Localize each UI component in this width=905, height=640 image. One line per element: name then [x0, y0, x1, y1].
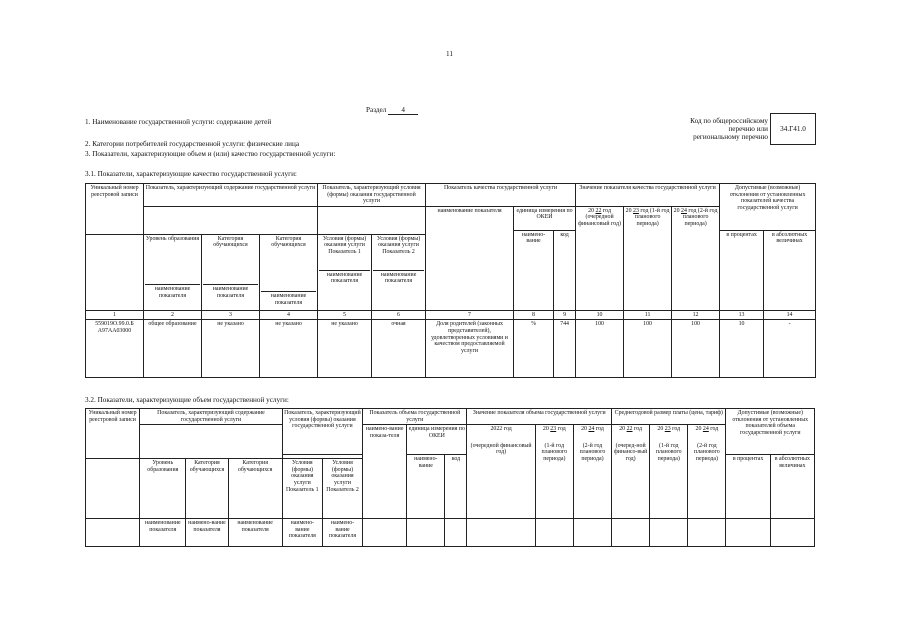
q-h-conditions: Показатель, характеризующий условия (формы) оказания государственной услуги [318, 184, 426, 207]
code-label-line1: Код по общероссийскому [690, 117, 768, 125]
q-sub-category: Категория обучающихся наименование показателя [202, 234, 260, 310]
q-v1: 100 [576, 320, 624, 378]
q-h-unit: единица измерения по ОКЕИ [514, 206, 576, 230]
q-h-indicator-name: наименование показателя [426, 206, 514, 310]
p-h-2024: 20 24 год (2-й год планового периода) [688, 425, 726, 519]
q-h-percent: в процентах [720, 230, 764, 310]
volume-table [85, 408, 815, 547]
table-row [86, 320, 816, 378]
code-label [640, 117, 768, 141]
section-32-title: 3.2. Показатели, характеризующие объем государственной услуги: [85, 396, 289, 404]
v-sub-cond2: Условия (формы) оказания услуги Показатель 2 [322, 459, 362, 519]
v-h-absolute: в абсолютных величинах [770, 455, 814, 519]
q-cond1: не указано [318, 320, 372, 378]
v-h-2022: 2022 год (очередной финансовый год) [467, 425, 535, 519]
v-sub-name1: наименование показателя [140, 519, 186, 547]
q-h-deviation: Допустимые (возможные) отклонения от установленных показателей качества государственной услуги [720, 184, 816, 231]
section-label-text: Раздел [366, 106, 387, 114]
v-h-value: Значение показателя объема государственной услуги [467, 409, 612, 425]
page-number: 11 [446, 50, 453, 58]
q-sub-cond1: Условия (формы) оказания услуги Показатель 1 наименование показателя [318, 234, 372, 310]
v-sub-name4: наимено-вание показателя [282, 519, 322, 547]
v-h-volume: Показатель объема государственной услуги [363, 409, 467, 425]
code-label-line2: перечню или [728, 125, 768, 133]
q-cat2: не указано [260, 320, 318, 378]
q-sub-category2: Категория обучающихся наименование показателя [260, 234, 318, 310]
v-h-unit-code: код [445, 455, 467, 519]
q-h-year2: 20 23 год (1-й год планового периода) [624, 206, 672, 310]
q-h-registry: Уникальный номер реестровой записи [86, 184, 144, 235]
section-31-title: 3.1. Показатели, характеризующие качество государственной услуги: [85, 170, 297, 178]
v-sub-level: Уровень образования [140, 459, 186, 519]
q-cat1: не указано [202, 320, 260, 378]
code-value: 34.Г41.0 [770, 113, 816, 145]
v-h-content: Показатель, характеризующий содержание государственной услуги [140, 409, 283, 425]
indicators-heading: 3. Показатели, характеризующие объем и (или) качество государственной услуги: [85, 150, 336, 158]
v-sub-category: Категория обучающихся [186, 459, 228, 519]
q-h-content: Показатель, характеризующий содержание государственной услуги [144, 184, 318, 207]
q-unit: % [514, 320, 554, 378]
q-h-value: Значение показателя качества государственной услуги [576, 184, 720, 207]
v-sub-name3: наименование показателя [228, 519, 282, 547]
q-sub-cond2: Условия (формы) оказания услуги Показатель 2 наименование показателя [372, 234, 426, 310]
section-label [366, 106, 418, 115]
v-sub-cond1: Условия (формы) оказания услуги Показатель 1 [282, 459, 322, 519]
q-level: общее образование [144, 320, 202, 378]
v-h-percent: в процентах [726, 455, 770, 519]
quality-table: Уникальный номер реестровой записи Показатель, характеризующий содержание государственной услуги Показатель, характеризующий условия (формы) оказания государственной услуги Показатель качества государственной услуги Значение показателя качества государственной услуги Допустимые (возможные) отклонения от установленных показателей качества государственной услуги наименование показателя единица измерения по ОКЕИ 20 22 год (очередной финансовый год) 20 23 год (1-й год планового периода) 20 24 год (2-й год планового периода) наимено-вание код в процентах в абсолютных величинах Уровень образования наименование показателя Категория обучающихся наименование показателя Категория обучающихся наименование показателя Условия (формы) оказания услуги Показатель 1 наименование показателя Условия (формы) оказания услуги Показатель 2 наименование показателя 1 2 3 4 5 6 7 8 9 10 11 12 13 14 559019О.99.0.Б А97АА03000 общее образование не указано не указано не указано очная Доля родителей (законных представителей), удовлетворенных условиями и качеством предоставляемой услуги % 744 100 100 100 10 - [85, 183, 816, 378]
code-label-line3: региональному перечню [693, 133, 768, 141]
v-h-2023: 20 23 год (1-й год планового периода) [535, 425, 573, 519]
q-h-unit-code: код [554, 230, 576, 310]
q-h-unit-name: наимено-вание [514, 230, 554, 310]
section-number: 4 [388, 106, 418, 115]
consumer-categories: 2. Категории потребителей государственной услуги: физические лица [85, 140, 300, 148]
q-v2: 100 [624, 320, 672, 378]
q-h-year1: 20 22 год (очередной финансовый год) [576, 206, 624, 310]
v-h-unit-name: наимено-вание [407, 455, 445, 519]
v-h-price: Среднегодовой размер платы (цена, тариф) [612, 409, 726, 425]
v-h-unit: единица измерения по ОКЕИ [407, 425, 467, 455]
v-h-deviation: Допустимые (возможные) отклонения от установленных показателей объема государственной услуги [726, 409, 815, 455]
q-registry: 559019О.99.0.Б А97АА03000 [86, 320, 144, 378]
q-pct: 10 [720, 320, 764, 378]
v-h-indicator: наимено-вание показа-теля [363, 425, 407, 519]
v-sub-name2: наимено-вание показателя [186, 519, 228, 547]
q-sub-level: Уровень образования наименование показателя [144, 234, 202, 310]
q-indicator: Доля родителей (законных представителей), удовлетворенных условиями и качеством предоставляемой услуги [426, 320, 514, 378]
q-code: 744 [554, 320, 576, 378]
p-h-2022: 20 22 год (очеред-ной финансо-вый год) [612, 425, 650, 519]
v-h-2024: 20 24 год (2-й год планового периода) [573, 425, 611, 519]
v-sub-category2: Категория обучающихся [228, 459, 282, 519]
q-cond2: очная [372, 320, 426, 378]
q-h-quality: Показатель качества государственной услуги [426, 184, 576, 207]
q-abs: - [764, 320, 816, 378]
v-sub-name5: наимено-вание показателя [322, 519, 362, 547]
v-h-registry: Уникальный номер реестровой записи [86, 409, 140, 459]
q-h-absolute: в абсолютных величинах [764, 230, 816, 310]
q-h-year3: 20 24 год (2-й год планового периода) [672, 206, 720, 310]
q-v3: 100 [672, 320, 720, 378]
p-h-2023: 20 23 год (1-й год планового периода) [650, 425, 688, 519]
v-h-conditions: Показатель, характеризующий условия (формы) оказания государственной услуги [282, 409, 362, 455]
service-name: 1. Наименование государственной услуги: содержание детей [85, 118, 272, 126]
